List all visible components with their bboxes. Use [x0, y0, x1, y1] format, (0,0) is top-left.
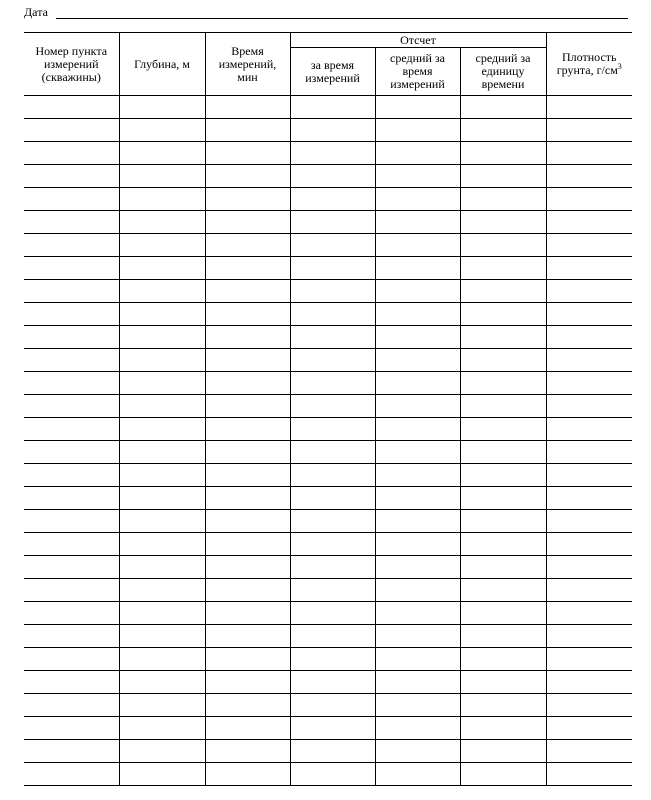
table-cell: [460, 602, 546, 625]
table-cell: [205, 165, 290, 188]
table-cell: [375, 740, 460, 763]
table-cell: [546, 280, 632, 303]
table-cell: [119, 579, 205, 602]
col-reading-avg-time: средний за время измерений: [375, 48, 460, 96]
table-cell: [546, 464, 632, 487]
table-cell: [290, 556, 375, 579]
table-cell: [119, 119, 205, 142]
table-cell: [119, 326, 205, 349]
date-label: Дата: [24, 5, 48, 19]
table-cell: [375, 556, 460, 579]
table-cell: [205, 234, 290, 257]
table-cell: [24, 510, 119, 533]
table-row: [24, 763, 632, 786]
table-cell: [119, 349, 205, 372]
table-cell: [119, 280, 205, 303]
table-cell: [460, 96, 546, 119]
table-cell: [24, 441, 119, 464]
table-cell: [119, 211, 205, 234]
table-cell: [290, 418, 375, 441]
table-cell: [24, 280, 119, 303]
table-cell: [290, 349, 375, 372]
table-cell: [375, 464, 460, 487]
table-cell: [119, 533, 205, 556]
table-cell: [375, 395, 460, 418]
table-cell: [24, 694, 119, 717]
table-row: [24, 303, 632, 326]
table-cell: [460, 119, 546, 142]
table-cell: [24, 349, 119, 372]
table-cell: [24, 740, 119, 763]
table-cell: [375, 211, 460, 234]
table-row: [24, 119, 632, 142]
table-cell: [24, 395, 119, 418]
table-cell: [205, 717, 290, 740]
table-cell: [290, 671, 375, 694]
table-cell: [375, 96, 460, 119]
table-cell: [375, 648, 460, 671]
table-cell: [460, 165, 546, 188]
table-cell: [546, 211, 632, 234]
table-cell: [205, 648, 290, 671]
table-cell: [460, 510, 546, 533]
table-cell: [546, 533, 632, 556]
table-cell: [546, 418, 632, 441]
table-cell: [119, 510, 205, 533]
table-row: [24, 671, 632, 694]
table-cell: [24, 671, 119, 694]
table-cell: [205, 694, 290, 717]
table-cell: [119, 487, 205, 510]
table-cell: [375, 165, 460, 188]
table-cell: [546, 326, 632, 349]
table-row: [24, 395, 632, 418]
table-cell: [460, 211, 546, 234]
table-cell: [205, 510, 290, 533]
table-cell: [460, 625, 546, 648]
table-row: [24, 165, 632, 188]
table-cell: [290, 763, 375, 786]
table-cell: [290, 119, 375, 142]
table-cell: [460, 671, 546, 694]
table-cell: [546, 188, 632, 211]
table-cell: [375, 487, 460, 510]
table-row: [24, 257, 632, 280]
table-cell: [119, 257, 205, 280]
table-cell: [24, 257, 119, 280]
table-cell: [24, 464, 119, 487]
table-cell: [460, 556, 546, 579]
table-header: [24, 33, 632, 96]
table-cell: [24, 234, 119, 257]
table-cell: [205, 556, 290, 579]
table-cell: [205, 188, 290, 211]
table-cell: [24, 211, 119, 234]
table-cell: [546, 349, 632, 372]
table-cell: [24, 418, 119, 441]
table-cell: [546, 165, 632, 188]
table-cell: [205, 211, 290, 234]
table-cell: [375, 119, 460, 142]
table-cell: [290, 717, 375, 740]
table-cell: [290, 165, 375, 188]
table-cell: [24, 165, 119, 188]
table-cell: [460, 441, 546, 464]
table-cell: [460, 694, 546, 717]
table-cell: [546, 671, 632, 694]
table-cell: [546, 119, 632, 142]
table-cell: [546, 487, 632, 510]
table-cell: [290, 487, 375, 510]
table-row: [24, 96, 632, 119]
table-cell: [119, 464, 205, 487]
table-cell: [290, 510, 375, 533]
table-cell: [375, 326, 460, 349]
table-cell: [290, 602, 375, 625]
table-cell: [375, 349, 460, 372]
table-cell: [460, 234, 546, 257]
table-cell: [460, 326, 546, 349]
table-cell: [205, 326, 290, 349]
table-cell: [24, 303, 119, 326]
table-cell: [119, 395, 205, 418]
table-cell: [290, 395, 375, 418]
table-cell: [546, 510, 632, 533]
table-cell: [460, 418, 546, 441]
table-cell: [546, 142, 632, 165]
table-cell: [24, 188, 119, 211]
table-cell: [24, 326, 119, 349]
date-field: [24, 4, 628, 20]
table-cell: [290, 464, 375, 487]
table-cell: [375, 234, 460, 257]
table-cell: [290, 96, 375, 119]
table-row: [24, 280, 632, 303]
table-row: [24, 211, 632, 234]
table-row: [24, 533, 632, 556]
table-row: [24, 648, 632, 671]
table-cell: [546, 648, 632, 671]
table-cell: [205, 303, 290, 326]
table-cell: [205, 602, 290, 625]
table-cell: [119, 418, 205, 441]
table-row: [24, 372, 632, 395]
table-cell: [546, 625, 632, 648]
table-cell: [205, 119, 290, 142]
table-cell: [546, 395, 632, 418]
col-reading-avg-unit: средний за единицу времени: [460, 48, 546, 96]
table-cell: [290, 740, 375, 763]
table-cell: [119, 625, 205, 648]
table-cell: [460, 349, 546, 372]
table-cell: [24, 648, 119, 671]
table-row: [24, 556, 632, 579]
table-cell: [460, 464, 546, 487]
table-cell: [460, 717, 546, 740]
table-cell: [119, 303, 205, 326]
table-row: [24, 418, 632, 441]
table-cell: [205, 142, 290, 165]
table-cell: [119, 694, 205, 717]
table-cell: [546, 717, 632, 740]
table-row: [24, 740, 632, 763]
table-row: [24, 694, 632, 717]
table-row: [24, 142, 632, 165]
table-cell: [375, 303, 460, 326]
table-cell: [205, 464, 290, 487]
table-cell: [460, 763, 546, 786]
table-cell: [546, 96, 632, 119]
table-cell: [119, 602, 205, 625]
table-cell: [546, 740, 632, 763]
table-cell: [546, 257, 632, 280]
table-cell: [205, 372, 290, 395]
table-body: [24, 96, 632, 786]
table-cell: [375, 510, 460, 533]
table-cell: [119, 188, 205, 211]
table-row: [24, 188, 632, 211]
table-cell: [290, 211, 375, 234]
table-cell: [119, 441, 205, 464]
table-cell: [24, 96, 119, 119]
table-cell: [205, 740, 290, 763]
col-depth: Глубина, м: [119, 33, 205, 96]
table-cell: [205, 533, 290, 556]
table-cell: [546, 303, 632, 326]
col-density: [546, 33, 632, 96]
table-cell: [205, 418, 290, 441]
table-cell: [290, 188, 375, 211]
table-cell: [460, 487, 546, 510]
table-cell: [205, 257, 290, 280]
table-cell: [205, 579, 290, 602]
table-cell: [375, 418, 460, 441]
table-cell: [375, 671, 460, 694]
table-cell: [24, 119, 119, 142]
col-density-label: Плотность грунта, г/см: [556, 50, 618, 77]
table-cell: [460, 303, 546, 326]
table-cell: [290, 648, 375, 671]
table-cell: [290, 303, 375, 326]
table-cell: [290, 372, 375, 395]
table-cell: [546, 372, 632, 395]
table-cell: [375, 763, 460, 786]
table-cell: [375, 257, 460, 280]
col-density-unit-exponent: 3: [617, 62, 622, 71]
table-cell: [375, 602, 460, 625]
table-cell: [546, 234, 632, 257]
table-row: [24, 349, 632, 372]
col-group-reading: Отсчет: [290, 33, 546, 48]
table-cell: [460, 142, 546, 165]
table-cell: [205, 763, 290, 786]
table-cell: [546, 763, 632, 786]
table-cell: [375, 694, 460, 717]
table-cell: [119, 234, 205, 257]
table-cell: [24, 625, 119, 648]
table-cell: [24, 579, 119, 602]
table-cell: [290, 625, 375, 648]
table-row: [24, 625, 632, 648]
table-cell: [375, 441, 460, 464]
table-row: [24, 717, 632, 740]
table-cell: [460, 648, 546, 671]
table-cell: [205, 671, 290, 694]
table-cell: [460, 257, 546, 280]
table-cell: [205, 96, 290, 119]
table-cell: [205, 395, 290, 418]
table-cell: [290, 280, 375, 303]
table-cell: [119, 671, 205, 694]
table-cell: [119, 556, 205, 579]
table-cell: [24, 533, 119, 556]
table-cell: [375, 142, 460, 165]
table-cell: [205, 441, 290, 464]
table-cell: [290, 142, 375, 165]
table-cell: [290, 257, 375, 280]
table-cell: [460, 372, 546, 395]
col-time: Время измерений, мин: [205, 33, 290, 96]
table-cell: [460, 533, 546, 556]
table-cell: [205, 349, 290, 372]
col-reading-during: за время измерений: [290, 48, 375, 96]
table-cell: [546, 694, 632, 717]
table-cell: [205, 280, 290, 303]
table-cell: [546, 602, 632, 625]
table-row: [24, 510, 632, 533]
table-cell: [119, 740, 205, 763]
table-cell: [119, 96, 205, 119]
table-cell: [375, 280, 460, 303]
table-row: [24, 487, 632, 510]
table-cell: [119, 763, 205, 786]
table-cell: [546, 556, 632, 579]
table-row: [24, 602, 632, 625]
table-cell: [375, 533, 460, 556]
table-cell: [460, 280, 546, 303]
table-cell: [290, 441, 375, 464]
table-row: [24, 326, 632, 349]
col-point-number: Номер пункта измерений (скважины): [24, 33, 119, 96]
table-cell: [119, 372, 205, 395]
measurement-table: [24, 32, 632, 786]
table-cell: [375, 625, 460, 648]
table-cell: [375, 372, 460, 395]
table-cell: [119, 717, 205, 740]
table-cell: [375, 717, 460, 740]
table-cell: [290, 579, 375, 602]
table-cell: [290, 326, 375, 349]
table-cell: [290, 694, 375, 717]
table-cell: [546, 579, 632, 602]
table-cell: [460, 740, 546, 763]
date-underline: [56, 18, 628, 19]
table-cell: [460, 395, 546, 418]
table-cell: [375, 188, 460, 211]
table-row: [24, 579, 632, 602]
table-cell: [119, 648, 205, 671]
table-cell: [119, 165, 205, 188]
table-cell: [205, 487, 290, 510]
table-cell: [24, 372, 119, 395]
table-cell: [546, 441, 632, 464]
table-cell: [24, 763, 119, 786]
table-cell: [375, 579, 460, 602]
table-cell: [460, 579, 546, 602]
table-cell: [460, 188, 546, 211]
table-cell: [290, 234, 375, 257]
table-row: [24, 464, 632, 487]
table-cell: [24, 142, 119, 165]
table-cell: [24, 602, 119, 625]
table-cell: [205, 625, 290, 648]
table-cell: [290, 533, 375, 556]
table-cell: [24, 556, 119, 579]
table-cell: [24, 487, 119, 510]
table-row: [24, 441, 632, 464]
table-cell: [24, 717, 119, 740]
table-row: [24, 234, 632, 257]
table-cell: [119, 142, 205, 165]
